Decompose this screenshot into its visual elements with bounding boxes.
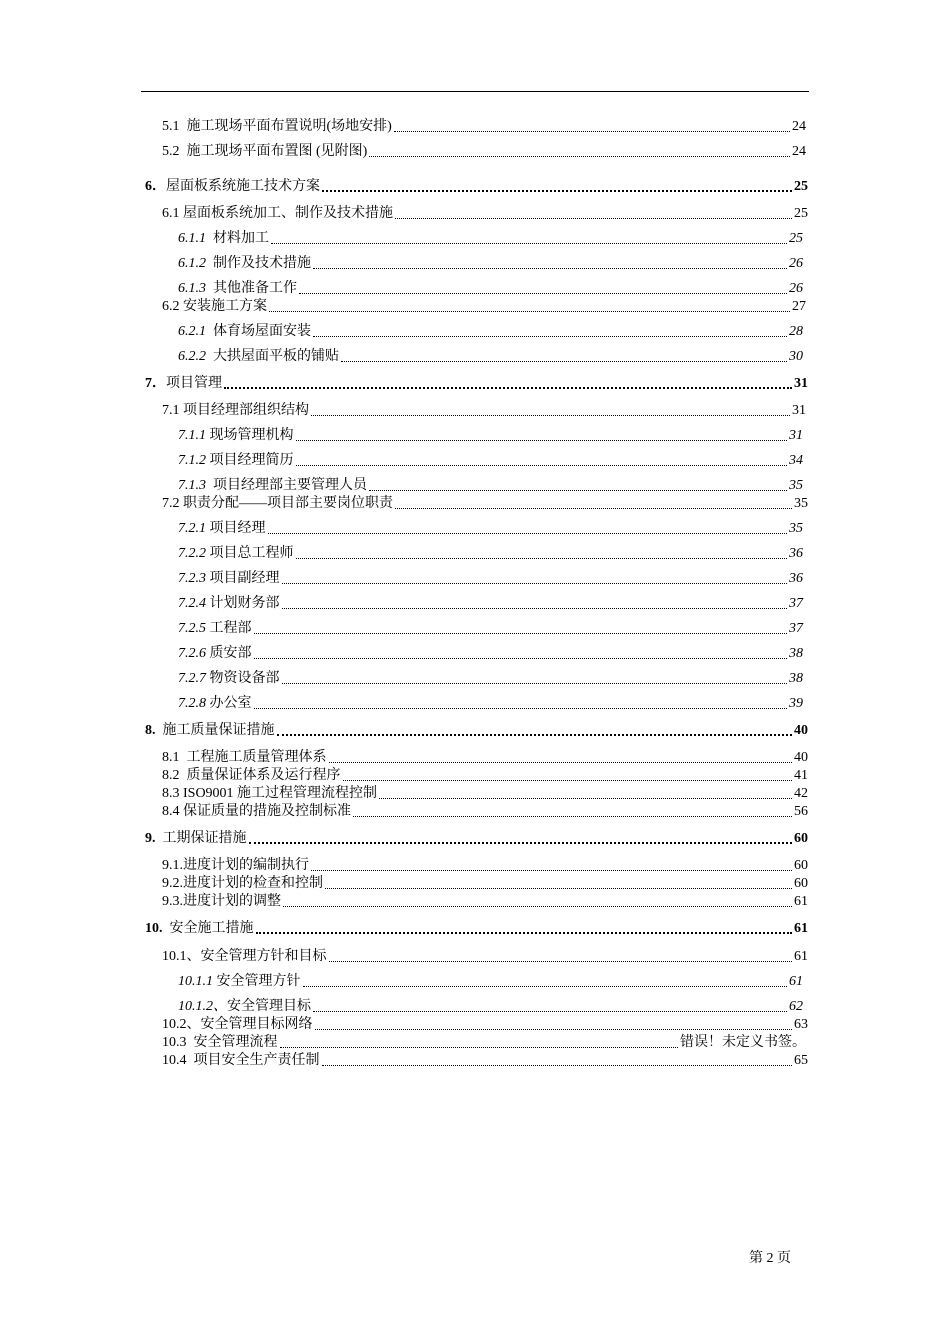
toc-entry[interactable]: [178, 646, 803, 662]
toc-entry-label: [178, 621, 252, 637]
toc-entry-number: 10.1、: [162, 949, 201, 964]
dot-leader: [296, 437, 788, 441]
toc-entry-number: 5.1: [162, 119, 187, 134]
dot-leader: [329, 759, 793, 763]
toc-entry[interactable]: [162, 786, 808, 802]
toc-entry-page: 34: [789, 453, 803, 468]
toc-entry-page: 61: [794, 921, 808, 936]
dot-leader: [282, 605, 788, 609]
toc-entry-number: 8.1: [162, 750, 187, 765]
toc-entry-title: 项目安全生产责任制: [193, 1053, 320, 1068]
toc-entry-title: 进度计划的调整: [183, 894, 281, 909]
toc-entry[interactable]: [178, 999, 803, 1015]
dot-leader: [322, 187, 792, 192]
dot-leader: [353, 813, 792, 817]
toc-entry-number: 6.2.2: [178, 349, 213, 364]
toc-entry-label: [162, 894, 281, 910]
toc-entry-title: 物资设备部: [209, 671, 280, 686]
dot-leader: [254, 630, 788, 634]
toc-entry-number: 6.1.3: [178, 281, 213, 296]
toc-entry-title: 项目经理简历: [209, 453, 294, 468]
toc-entry-label: [162, 1017, 313, 1033]
toc-entry[interactable]: [162, 1053, 808, 1069]
toc-entry[interactable]: [145, 723, 808, 739]
dot-leader: [315, 1026, 793, 1030]
dot-leader: [379, 795, 792, 799]
toc-entry[interactable]: [178, 453, 803, 469]
toc-entry-page: 错误！未定义书签。: [680, 1035, 806, 1050]
toc-entry-page: 39: [789, 696, 803, 711]
toc-entry-page: 60: [794, 831, 808, 846]
toc-entry-label: [178, 478, 367, 494]
dot-leader: [343, 777, 793, 781]
toc-entry-page: 27: [792, 299, 806, 314]
toc-entry[interactable]: [162, 768, 808, 784]
toc-entry-page: 26: [789, 281, 803, 296]
toc-entry-number: 6.2: [162, 299, 183, 314]
toc-entry-page: 28: [789, 324, 803, 339]
toc-entry-number: 7．: [145, 376, 166, 391]
toc-entry[interactable]: [178, 596, 803, 612]
toc-entry-number: 8.3: [162, 786, 183, 801]
toc-entry[interactable]: [178, 324, 803, 340]
toc-entry-label: [145, 179, 320, 195]
toc-entry-title: 施工现场平面布置说明(场地安排): [186, 119, 392, 134]
toc-entry-number: 7.2.2: [178, 546, 210, 561]
toc-entry-title: 项目管理: [166, 376, 222, 391]
dot-leader: [296, 462, 788, 466]
toc-entry-number: 9.2.: [162, 876, 183, 891]
toc-entry[interactable]: [145, 179, 808, 195]
dot-leader: [256, 929, 793, 934]
toc-entry-title: 安装施工方案: [183, 299, 267, 314]
toc-entry-title: 工期保证措施: [162, 831, 247, 846]
toc-entry-label: [178, 256, 311, 272]
toc-entry-page: 31: [792, 403, 806, 418]
toc-entry-label: [178, 696, 252, 712]
toc-entry-label: [162, 206, 393, 222]
toc-entry-number: 10.2、: [162, 1017, 201, 1032]
toc-entry-label: [178, 596, 280, 612]
dot-leader: [394, 128, 790, 132]
toc-entry-page: 30: [789, 349, 803, 364]
toc-entry-page: 35: [794, 496, 808, 511]
toc-entry[interactable]: [162, 894, 808, 910]
toc-entry-label: [178, 974, 301, 990]
toc-entry-page: 63: [794, 1017, 808, 1032]
toc-entry-page: 62: [789, 999, 803, 1014]
toc-entry-title: 项目总工程师: [209, 546, 294, 561]
toc-entry-title: 质量保证体系及运行程序: [186, 768, 341, 783]
toc-entry-page: 38: [789, 646, 803, 661]
toc-entry-page: 38: [789, 671, 803, 686]
dot-leader: [224, 384, 792, 389]
toc-entry-number: 8.2: [162, 768, 187, 783]
toc-entry[interactable]: [162, 119, 806, 135]
toc-entry-title: ISO9001 施工过程管理流程控制: [183, 786, 378, 801]
toc-entry-page: 24: [792, 144, 806, 159]
toc-entry-number: 10.3: [162, 1035, 194, 1050]
toc-entry[interactable]: [162, 750, 808, 766]
toc-entry-number: 6.2.1: [178, 324, 213, 339]
toc-entry-number: 7.2: [162, 496, 183, 511]
toc-entry-title: 项目经理部主要管理人员: [213, 478, 367, 493]
toc-entry-page: 37: [789, 596, 803, 611]
dot-leader: [311, 867, 792, 871]
toc-entry-label: [162, 804, 351, 820]
dot-leader: [369, 153, 790, 157]
dot-leader: [283, 903, 792, 907]
toc-entry-title: 工程施工质量管理体系: [186, 750, 327, 765]
dot-leader: [254, 705, 788, 709]
toc-entry-number: 10.1.2、: [178, 999, 227, 1014]
dot-leader: [311, 412, 790, 416]
toc-entry-page: 31: [789, 428, 803, 443]
toc-entry-label: [162, 403, 309, 419]
toc-entry[interactable]: [145, 921, 808, 937]
toc-entry-title: 大拱屋面平板的铺贴: [213, 349, 339, 364]
toc-entry-title: 工程部: [209, 621, 252, 636]
toc-entry-number: 7.2.7: [178, 671, 210, 686]
toc-entry-number: 8.4: [162, 804, 183, 819]
toc-entry-title: 安全管理目标: [227, 999, 311, 1014]
toc-entry-page: 61: [789, 974, 803, 989]
toc-entry-page: 60: [794, 858, 808, 873]
dot-leader: [254, 655, 788, 659]
toc-entry-number: 10.4: [162, 1053, 194, 1068]
toc-entry-page: 56: [794, 804, 808, 819]
toc-entry-title: 质安部: [209, 646, 252, 661]
toc-entry-number: 9.3.: [162, 894, 183, 909]
dot-leader: [249, 839, 793, 844]
toc-entry-title: 制作及技术措施: [213, 256, 311, 271]
header-rule: [141, 91, 809, 92]
toc-entry-page: 24: [792, 119, 806, 134]
toc-entry-label: [178, 671, 280, 687]
dot-leader: [296, 555, 788, 559]
dot-leader: [322, 1062, 793, 1066]
toc-entry-label: [162, 768, 341, 784]
toc-entry-label: [145, 723, 275, 739]
toc-entry-label: [178, 999, 311, 1015]
toc-entry-number: 7.1.1: [178, 428, 210, 443]
dot-leader: [277, 731, 793, 736]
toc-entry-label: [178, 521, 266, 537]
toc-entry-title: 施工现场平面布置图 (见附图): [186, 144, 368, 159]
toc-entry-page: 25: [789, 231, 803, 246]
toc-entry-title: 计划财务部: [209, 596, 280, 611]
toc-entry-page: 65: [794, 1053, 808, 1068]
toc-entry-number: 5.2: [162, 144, 187, 159]
toc-entry-number: 7.2.5: [178, 621, 210, 636]
toc-entry[interactable]: [162, 206, 808, 222]
toc-entry-number: 9.1.: [162, 858, 183, 873]
toc-entry-page: 37: [789, 621, 803, 636]
toc-entry-label: [178, 281, 297, 297]
toc-entry-title: 安全管理方针: [216, 974, 301, 989]
toc-entry-number: 10.: [145, 921, 170, 936]
toc-entry-number: 10.1.1: [178, 974, 217, 989]
dot-leader: [269, 308, 790, 312]
toc-entry-title: 屋面板系统加工、制作及技术措施: [183, 206, 393, 221]
toc-entry-label: [178, 324, 311, 340]
dot-leader: [271, 240, 787, 244]
toc-entry-label: [162, 858, 309, 874]
toc-entry[interactable]: [162, 804, 808, 820]
dot-leader: [313, 333, 787, 337]
toc-entry-title: 保证质量的措施及控制标准: [183, 804, 351, 819]
dot-leader: [313, 1008, 787, 1012]
toc-entry-page: 61: [794, 894, 808, 909]
toc-entry-number: 7.1.2: [178, 453, 210, 468]
toc-entry-label: [162, 496, 393, 512]
toc-entry[interactable]: [178, 621, 803, 637]
toc-entry-title: 职责分配——项目部主要岗位职责: [183, 496, 393, 511]
toc-entry-page: 35: [789, 478, 803, 493]
toc-entry-title: 安全管理方针和目标: [200, 949, 327, 964]
dot-leader: [299, 290, 787, 294]
toc-entry-title: 进度计划的检查和控制: [183, 876, 323, 891]
toc-entry[interactable]: [178, 974, 803, 990]
toc-entry-number: 6.1.1: [178, 231, 213, 246]
toc-entry-page: 25: [794, 206, 808, 221]
toc-entry-number: 7.2.4: [178, 596, 210, 611]
toc-entry-label: [178, 428, 294, 444]
toc-entry-label: [178, 646, 252, 662]
toc-entry-page: 40: [794, 723, 808, 738]
toc-entry-label: [162, 119, 392, 135]
toc-entry-label: [178, 546, 294, 562]
toc-entry-title: 屋面板系统施工技术方案: [166, 179, 320, 194]
toc-entry[interactable]: [162, 858, 808, 874]
toc-entry-label: [162, 876, 323, 892]
toc-entry-title: 安全施工措施: [169, 921, 254, 936]
toc-entry[interactable]: [145, 831, 808, 847]
toc-entry[interactable]: [162, 949, 808, 965]
toc-entry[interactable]: [162, 1017, 808, 1033]
toc-entry-page: 26: [789, 256, 803, 271]
toc-entry-title: 材料加工: [213, 231, 269, 246]
toc-entry[interactable]: [178, 428, 803, 444]
toc-entry-label: [145, 831, 247, 847]
toc-entry[interactable]: [178, 696, 803, 712]
toc-entry-label: [162, 144, 367, 160]
toc-entry-title: 施工质量保证措施: [162, 723, 275, 738]
toc-entry-label: [178, 231, 269, 247]
toc-entry-label: [178, 453, 294, 469]
toc-entry[interactable]: [178, 281, 803, 297]
toc-entry[interactable]: [178, 571, 803, 587]
toc-entry-title: 安全管理目标网络: [200, 1017, 313, 1032]
toc-entry-number: 8.: [145, 723, 163, 738]
toc-entry-label: [162, 1053, 320, 1069]
toc-entry-label: [178, 349, 339, 365]
toc-entry[interactable]: [178, 521, 803, 537]
toc-entry-label: [162, 299, 267, 315]
toc-entry[interactable]: [178, 256, 803, 272]
toc-entry-number: 6.1.2: [178, 256, 213, 271]
dot-leader: [395, 505, 792, 509]
toc-entry-label: [145, 921, 254, 937]
dot-leader: [282, 580, 788, 584]
toc-entry-label: [162, 786, 377, 802]
dot-leader: [395, 215, 792, 219]
dot-leader: [341, 358, 787, 362]
dot-leader: [268, 530, 788, 534]
toc-entry-label: [162, 750, 327, 766]
toc-entry[interactable]: [162, 496, 808, 512]
toc-entry-number: 6.1: [162, 206, 183, 221]
toc-entry-number: 9.: [145, 831, 163, 846]
toc-entry-label: [162, 1035, 278, 1051]
dot-leader: [303, 983, 788, 987]
toc-entry-title: 项目经理部组织结构: [183, 403, 309, 418]
toc-entry-page: 40: [794, 750, 808, 765]
toc-entry-number: 7.1.3: [178, 478, 213, 493]
dot-leader: [325, 885, 792, 889]
toc-entry-label: [178, 571, 280, 587]
toc-entry-title: 进度计划的编制执行: [183, 858, 309, 873]
dot-leader: [329, 958, 793, 962]
toc-entry-page: 61: [794, 949, 808, 964]
toc-entry[interactable]: [145, 376, 808, 392]
toc-entry[interactable]: [162, 144, 806, 160]
toc-entry[interactable]: [162, 403, 806, 419]
toc-entry-title: 安全管理流程: [193, 1035, 278, 1050]
toc-entry-number: 7.2.8: [178, 696, 210, 711]
toc-entry-title: 其他准备工作: [213, 281, 297, 296]
dot-leader: [313, 265, 787, 269]
toc-entry-page: 42: [794, 786, 808, 801]
toc-entry-title: 项目经理: [209, 521, 266, 536]
toc-entry[interactable]: [162, 1035, 806, 1051]
toc-entry-page: 60: [794, 876, 808, 891]
toc-entry-title: 办公室: [209, 696, 252, 711]
page-number: 第 2 页: [749, 1251, 791, 1266]
toc-entry-number: 6．: [145, 179, 166, 194]
toc-entry-title: 体育场屋面安装: [213, 324, 311, 339]
toc-entry-number: 7.1: [162, 403, 183, 418]
toc-entry-page: 25: [794, 179, 808, 194]
toc-entry-title: 现场管理机构: [209, 428, 294, 443]
toc-entry-page: 36: [789, 546, 803, 561]
dot-leader: [280, 1044, 679, 1048]
toc-entry[interactable]: [178, 231, 803, 247]
dot-leader: [282, 680, 788, 684]
toc-entry-label: [145, 376, 222, 392]
toc-entry-number: 7.2.3: [178, 571, 210, 586]
toc-entry[interactable]: [162, 876, 808, 892]
toc-entry-page: 35: [789, 521, 803, 536]
toc-entry-label: [162, 949, 327, 965]
toc-entry-page: 31: [794, 376, 808, 391]
toc-entry[interactable]: [178, 546, 803, 562]
toc-entry[interactable]: [178, 349, 803, 365]
toc-entry[interactable]: [162, 299, 806, 315]
toc-entry[interactable]: [178, 671, 803, 687]
toc-entry-title: 项目副经理: [209, 571, 280, 586]
dot-leader: [369, 487, 787, 491]
toc-entry-page: 36: [789, 571, 803, 586]
toc-entry-page: 41: [794, 768, 808, 783]
toc-entry-number: 7.2.6: [178, 646, 210, 661]
toc-entry[interactable]: [178, 478, 803, 494]
toc-entry-number: 7.2.1: [178, 521, 210, 536]
